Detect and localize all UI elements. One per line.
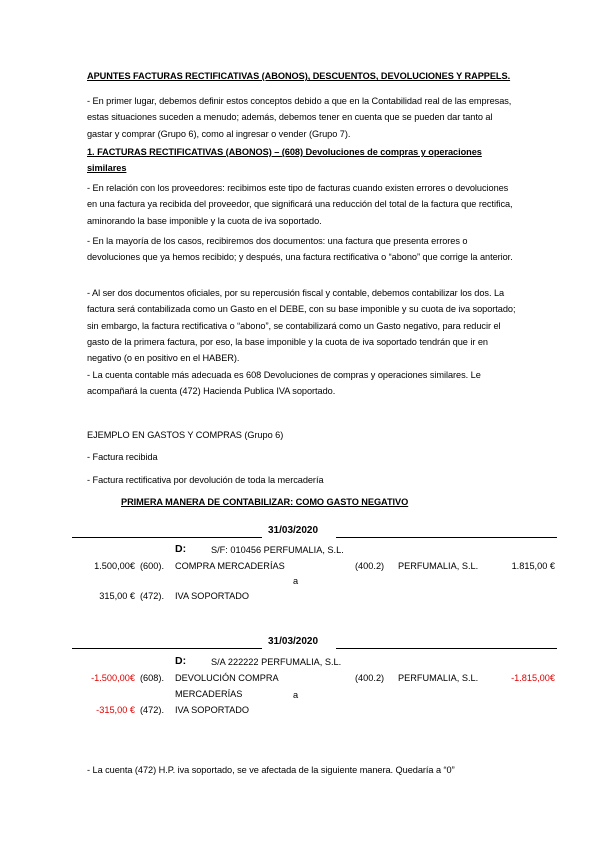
credit-name: PERFUMALIA, S.L. [398, 673, 479, 683]
debit-concept-line2: MERCADERÍAS [175, 689, 243, 699]
intro-paragraph: - En primer lugar, debemos definir estos conceptos debido a que en la Contabilidad real de las empresas, estas situaciones suceden a menudo; además, debemos tener en cuenta que se pueden dar tanto al gastar y comprar (Grupo 6), como al ingresar o vender (Grupo 7). [87, 96, 512, 139]
entry-divider-right [336, 537, 557, 538]
debit-account: (608). [140, 673, 165, 683]
entry-divider-right [336, 648, 557, 649]
entry-divider-left [72, 537, 262, 538]
debit-amount: 1.500,00€ [94, 561, 135, 571]
vat-amount: -315,00 € [96, 705, 135, 715]
debit-amount: -1.500,00€ [91, 673, 135, 683]
paragraph-proveedores: - En relación con los proveedores: recibimos este tipo de facturas cuando existen errores o devoluciones en una factura ya recibida del proveedor, que significará una reducción del total de la factura que rectifica, aminorando la base imponible y la cuota de iva soportado. [87, 183, 513, 226]
entry-divider-left [72, 648, 262, 649]
vat-concept: IVA SOPORTADO [175, 591, 250, 601]
bullet-factura-recibida: - Factura recibida [87, 452, 158, 462]
credit-amount: 1.815,00 € [511, 561, 555, 571]
vat-concept: IVA SOPORTADO [175, 705, 250, 715]
paragraph-contabilizar: - Al ser dos documentos oficiales, por su repercusión fiscal y contable, debemos contabilizar los dos. La factura será contabilizada como un Gasto en el DEBE, con su base imponible y su cuota de iva soportado; sin embargo, la factura rectificativa o “abono”, se contabilizará como un Gasto negativo, para reducir el gasto de la primera factura, por eso, la base imponible y la cuota de iva soportado tendrán que ir en negativo (o en positivo en el HABER). [87, 288, 516, 364]
debit-concept-line1: DEVOLUCIÓN COMPRA [175, 673, 279, 683]
entry-date: 31/03/2020 [268, 636, 319, 647]
a-separator: a [293, 576, 299, 586]
bullet-factura-rectificativa: - Factura rectificativa por devolución de toda la mercadería [87, 475, 324, 485]
paragraph-documentos: - En la mayoría de los casos, recibiremos dos documentos: una factura que presenta errores o devoluciones que ya hemos recibido; y después, una factura rectificativa o “abono” que corrige la anterior. [87, 236, 513, 263]
vat-account: (472). [140, 705, 165, 715]
entry-date: 31/03/2020 [268, 525, 319, 536]
invoice-reference: S/F: 010456 PERFUMALIA, S.L. [211, 545, 344, 555]
vat-amount: 315,00 € [99, 591, 135, 601]
credit-account: (400.2) [355, 561, 385, 571]
debit-marker: D: [175, 543, 187, 555]
debit-concept: COMPRA MERCADERÍAS [175, 561, 285, 571]
document-title: APUNTES FACTURAS RECTIFICATIVAS (ABONOS), DESCUENTOS, DEVOLUCIONES Y RAPPELS. [87, 71, 511, 81]
section-heading: 1. FACTURAS RECTIFICATIVAS (ABONOS) – (608) Devoluciones de compras y operaciones similares [87, 147, 482, 174]
a-separator: a [293, 690, 299, 700]
example-title: EJEMPLO EN GASTOS Y COMPRAS (Grupo 6) [87, 430, 284, 440]
credit-account: (400.2) [355, 673, 385, 683]
method-title: PRIMERA MANERA DE CONTABILIZAR: COMO GASTO NEGATIVO [121, 497, 409, 507]
vat-account: (472). [140, 591, 165, 601]
credit-name: PERFUMALIA, S.L. [398, 561, 479, 571]
debit-account: (600). [140, 561, 165, 571]
debit-marker: D: [175, 655, 187, 667]
credit-amount: -1.815,00€ [511, 673, 555, 683]
footer-paragraph: - La cuenta (472) H.P. iva soportado, se ve afectada de la siguiente manera. Quedaría a “0” [87, 765, 455, 775]
invoice-reference: S/A 222222 PERFUMALIA, S.L. [211, 657, 342, 667]
paragraph-cuenta-contable: - La cuenta contable más adecuada es 608 Devoluciones de compras y operaciones similares. Le acompañará la cuenta (472) Hacienda Publica IVA soportado. [87, 370, 481, 397]
